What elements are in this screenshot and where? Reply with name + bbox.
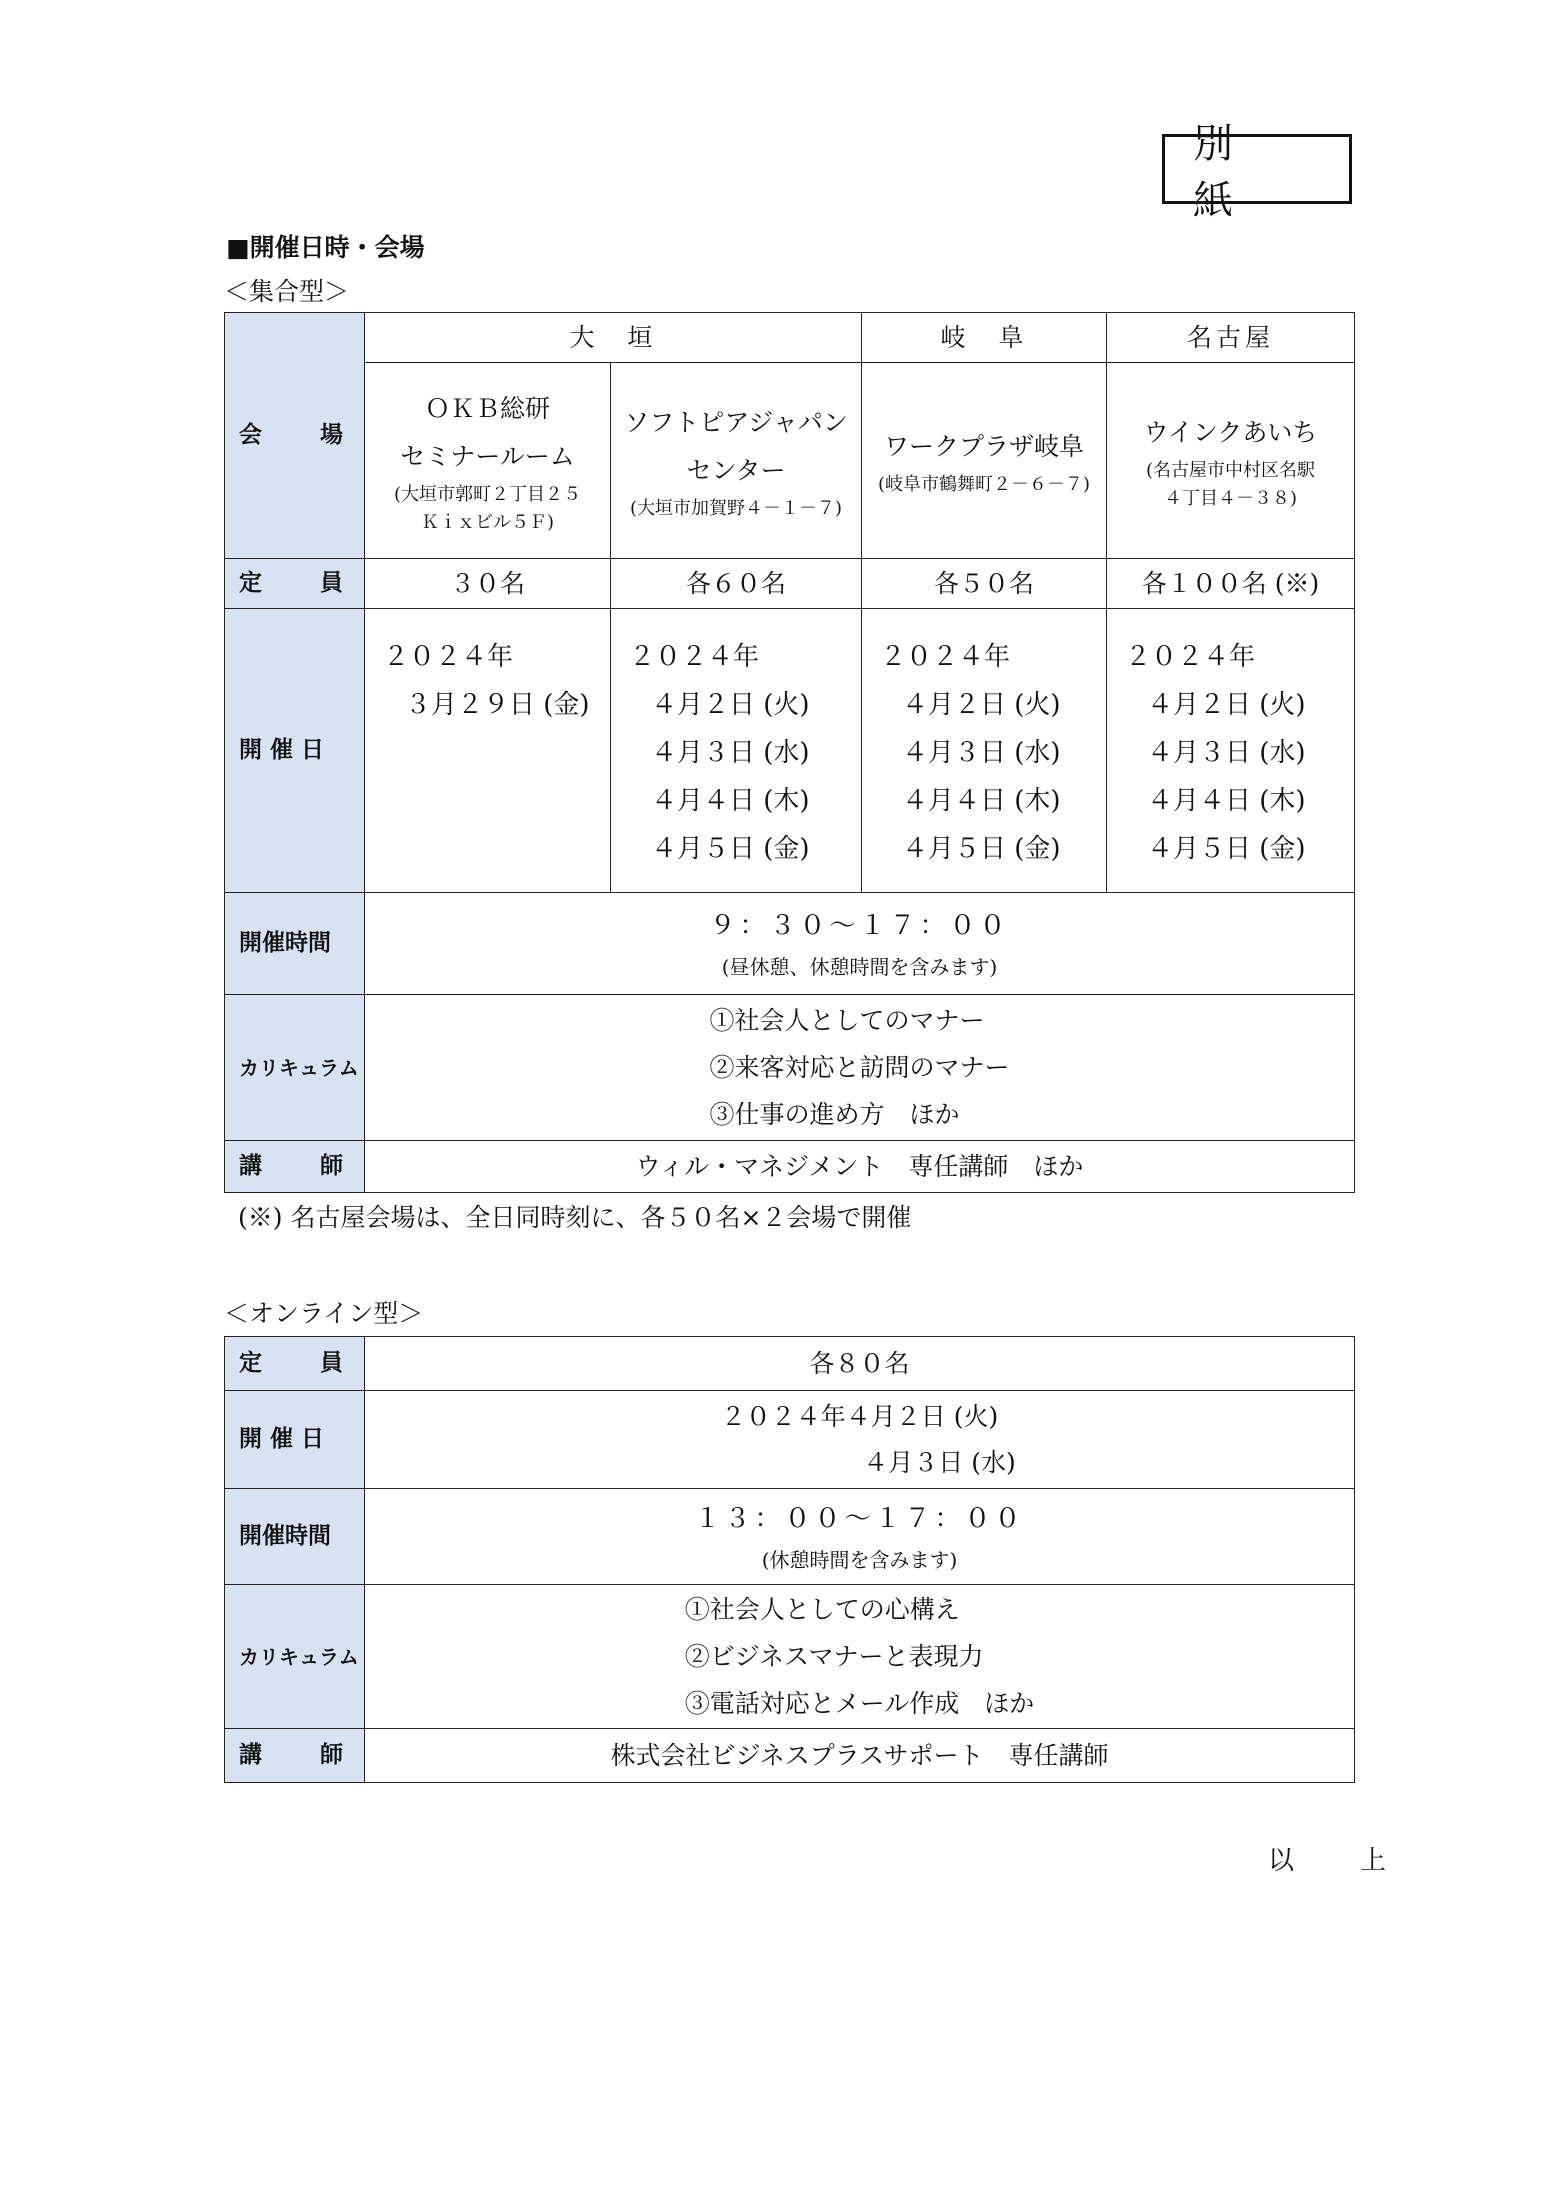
online-dates: ２０２４年４月２日 (火) ４月３日 (水) bbox=[365, 1391, 1355, 1489]
online-date-label: 開 催 日 bbox=[225, 1391, 365, 1489]
online-time: １３：００～１７：００ (休憩時間を含みます) bbox=[365, 1489, 1355, 1585]
online-capacity: 各８０名 bbox=[365, 1337, 1355, 1391]
online-capacity-label: 定 員 bbox=[225, 1337, 365, 1391]
capacity-softopia: 各６０名 bbox=[611, 559, 862, 609]
in-person-title: ＜集合型＞ bbox=[224, 277, 350, 306]
curriculum-cell: ①社会人としてのマナー ②来客対応と訪問のマナー ③仕事の進め方 ほか bbox=[365, 995, 1355, 1141]
region-gifu: 岐 阜 bbox=[862, 313, 1107, 363]
venue-okb: ＯＫＢ総研 セミナールーム (大垣市郭町２丁目２５ Ｋｉｘビル５Ｆ) bbox=[365, 363, 611, 559]
online-instructor: 株式会社ビジネスプラスサポート 専任講師 bbox=[365, 1729, 1355, 1783]
capacity-label: 定 員 bbox=[225, 559, 365, 609]
instructor-cell: ウィル・マネジメント 専任講師 ほか bbox=[365, 1141, 1355, 1193]
dates-okb: ２０２４年 ３月２９日 (金) bbox=[365, 609, 611, 893]
venue-label: 会 場 bbox=[225, 313, 365, 559]
online-curriculum: ①社会人としての心構え ②ビジネスマナーと表現力 ③電話対応とメール作成 ほか bbox=[365, 1585, 1355, 1729]
section-title: ■開催日時・会場 bbox=[226, 233, 425, 262]
capacity-okb: ３０名 bbox=[365, 559, 611, 609]
venue-workplaza: ワークプラザ岐阜 (岐阜市鶴舞町２－６－７) bbox=[862, 363, 1107, 559]
online-instructor-label: 講 師 bbox=[225, 1729, 365, 1783]
time-cell: ９：３０～１７：００ (昼休憩、休憩時間を含みます) bbox=[365, 893, 1355, 995]
online-title: ＜オンライン型＞ bbox=[224, 1299, 424, 1328]
capacity-wink-aichi: 各１００名 (※) bbox=[1107, 559, 1355, 609]
in-person-table bbox=[224, 312, 1355, 1193]
online-curriculum-label: カリキュラム bbox=[225, 1585, 365, 1729]
online-table bbox=[224, 1336, 1355, 1783]
venue-softopia: ソフトピアジャパン センター (大垣市加賀野４－１－７) bbox=[611, 363, 862, 559]
time-label: 開催時間 bbox=[225, 893, 365, 995]
dates-workplaza: ２０２４年 ４月２日 (火) ４月３日 (水) ４月４日 (木) ４月５日 (金) bbox=[862, 609, 1107, 893]
venue-wink-aichi: ウインクあいち (名古屋市中村区名駅 ４丁目４－３８) bbox=[1107, 363, 1355, 559]
online-time-label: 開催時間 bbox=[225, 1489, 365, 1585]
dates-softopia: ２０２４年 ４月２日 (火) ４月３日 (水) ４月４日 (木) ４月５日 (金) bbox=[611, 609, 862, 893]
footnote: (※) 名古屋会場は、全日同時刻に、各５０名×２会場で開催 bbox=[238, 1203, 912, 1232]
date-label: 開 催 日 bbox=[225, 609, 365, 893]
region-nagoya: 名古屋 bbox=[1107, 313, 1355, 363]
closing-mark: 以 上 bbox=[1268, 1846, 1407, 1876]
dates-wink-aichi: ２０２４年 ４月２日 (火) ４月３日 (水) ４月４日 (木) ４月５日 (金) bbox=[1107, 609, 1355, 893]
curriculum-label: カリキュラム bbox=[225, 995, 365, 1141]
attachment-stamp: 別 紙 bbox=[1162, 134, 1352, 204]
instructor-label: 講 師 bbox=[225, 1141, 365, 1193]
region-ogaki: 大 垣 bbox=[365, 313, 862, 363]
capacity-workplaza: 各５０名 bbox=[862, 559, 1107, 609]
